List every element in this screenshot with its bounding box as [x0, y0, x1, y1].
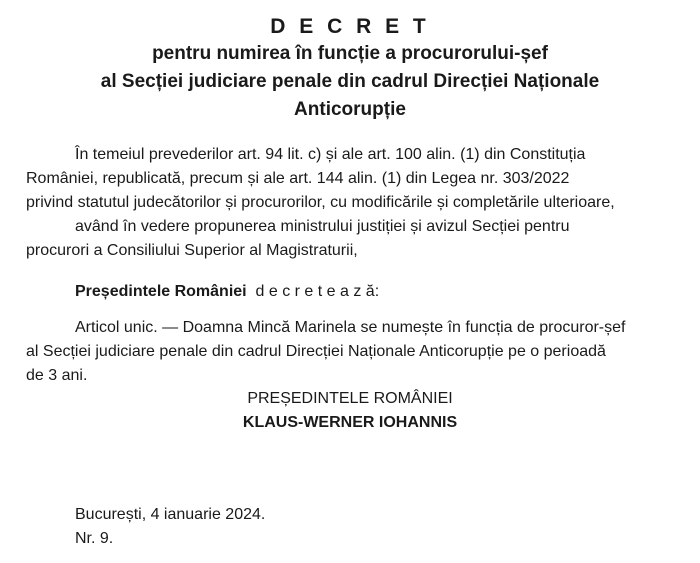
article-line-1: Articol unic. — Doamna Mincă Marinela se numește în funcția de procuror-șef	[75, 319, 626, 336]
preamble-line-3: privind statutul judecătorilor și procurorilor, cu modificările și completările ulterioare,	[26, 194, 615, 211]
subtitle-line-1: pentru numirea în funcție a procurorului-șef	[152, 43, 548, 64]
article-line-3: de 3 ani.	[26, 367, 88, 384]
decree-number: Nr. 9.	[75, 530, 114, 547]
preamble-line-1: În temeiul prevederilor art. 94 lit. c) și ale art. 100 alin. (1) din Constituția	[75, 146, 586, 163]
preamble-line-4: având în vedere propunerea ministrului justiției și avizul Secției pentru	[75, 218, 570, 235]
signature-name: KLAUS-WERNER IOHANNIS	[242, 414, 458, 431]
decree-verb: d e c r e t e a z ă:	[255, 283, 380, 300]
preamble	[26, 143, 676, 263]
document-title: D E C R E T	[270, 15, 430, 38]
preamble-line-2: României, republicată, precum și ale art. 144 alin. (1) din Legea nr. 303/2022	[26, 170, 570, 187]
subtitle-line-3: Anticorupție	[294, 99, 406, 120]
signature-role: PREȘEDINTELE ROMÂNIEI	[247, 390, 453, 407]
decree-statement	[75, 280, 379, 304]
preamble-line-5: procurori a Consiliului Superior al Magistraturii,	[26, 242, 358, 259]
place-and-date: București, 4 ianuarie 2024.	[75, 506, 266, 523]
article-unic	[26, 316, 676, 388]
document-subtitle	[0, 40, 700, 124]
article-line-2: al Secției judiciare penale din cadrul Direcției Naționale Anticorupție pe o perioadă	[26, 343, 606, 360]
decree-subject: Președintele României	[75, 283, 247, 300]
subtitle-line-2: al Secției judiciare penale din cadrul Direcției Naționale	[100, 71, 600, 92]
